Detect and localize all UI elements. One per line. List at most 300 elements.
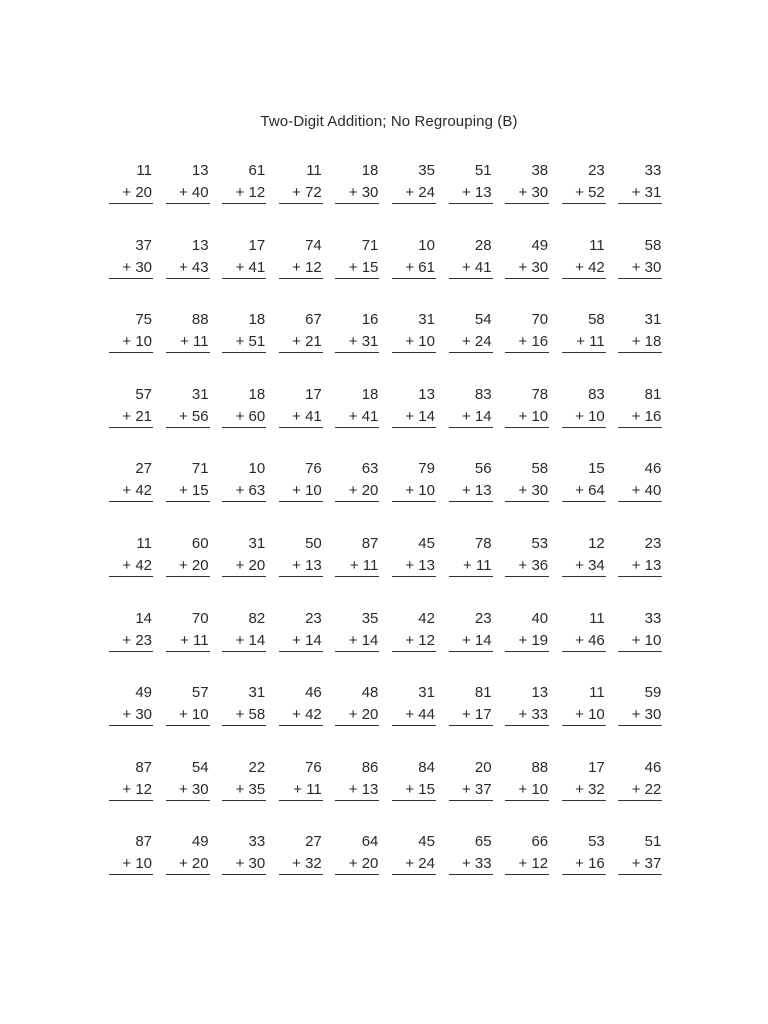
addition-problem <box>222 384 266 459</box>
plus-sign: + <box>461 184 471 201</box>
plus-sign: + <box>405 333 415 351</box>
addend-value: 30 <box>248 855 266 873</box>
addition-problem <box>279 533 323 608</box>
plus-sign: + <box>463 556 472 574</box>
addend-top: 17 <box>305 385 322 403</box>
plus-sign: + <box>518 855 528 873</box>
addition-problem <box>109 160 153 235</box>
plus-sign: + <box>405 184 415 201</box>
addend-top: 83 <box>474 385 492 403</box>
addend-value: 12 <box>305 258 322 276</box>
addition-problem <box>335 757 379 832</box>
addend-bottom <box>335 630 379 652</box>
addend-top: 78 <box>474 534 492 552</box>
addition-problem <box>618 682 662 757</box>
addend-bottom <box>109 853 153 875</box>
addend-value: 11 <box>193 631 209 649</box>
plus-sign: + <box>235 855 245 873</box>
addend-bottom <box>392 630 436 652</box>
addend-bottom <box>562 331 606 353</box>
plus-sign: + <box>348 780 358 798</box>
addition-problem <box>562 533 606 608</box>
addend-bottom <box>335 480 379 502</box>
addition-problem <box>222 235 266 310</box>
addend-bottom <box>449 257 493 279</box>
addend-bottom <box>166 480 210 502</box>
addend-top: 49 <box>531 236 549 254</box>
addend-value: 51 <box>248 333 266 351</box>
addend-top: 11 <box>589 609 605 627</box>
addend-bottom <box>618 257 662 279</box>
addition-problem <box>618 160 662 235</box>
addend-bottom <box>562 630 606 652</box>
addend-top: 58 <box>644 236 662 254</box>
addend-top: 18 <box>248 385 266 403</box>
plus-sign: + <box>631 333 641 351</box>
addend-bottom <box>166 704 210 726</box>
addend-top: 15 <box>588 460 605 478</box>
plus-sign: + <box>575 706 584 724</box>
addition-problem <box>109 608 153 683</box>
addend-bottom <box>562 406 606 428</box>
addition-problem <box>562 309 606 384</box>
addend-top: 27 <box>305 833 322 851</box>
addition-problem <box>618 384 662 459</box>
addend-value: 11 <box>193 333 209 351</box>
plus-sign: + <box>178 780 188 798</box>
addend-bottom <box>505 853 549 875</box>
addition-problem <box>449 384 493 459</box>
addend-top: 13 <box>418 385 435 403</box>
addition-problem <box>335 384 379 459</box>
addend-bottom <box>618 630 662 652</box>
addend-bottom <box>618 853 662 875</box>
addition-problem <box>392 831 436 906</box>
addend-top: 13 <box>531 684 549 702</box>
addend-bottom <box>505 182 549 204</box>
addition-problem <box>618 458 662 533</box>
addend-top: 56 <box>474 460 492 478</box>
addend-value: 13 <box>418 556 435 574</box>
addend-bottom <box>449 704 493 726</box>
addend-top: 87 <box>361 534 379 552</box>
addend-bottom <box>279 853 323 875</box>
addition-problem <box>562 458 606 533</box>
addend-value: 24 <box>418 184 435 201</box>
addend-value: 41 <box>248 258 266 276</box>
addend-top: 78 <box>531 385 549 403</box>
plus-sign: + <box>575 631 584 649</box>
addend-top: 23 <box>474 609 492 627</box>
addend-value: 61 <box>418 258 435 276</box>
addend-bottom <box>222 480 266 502</box>
plus-sign: + <box>235 556 245 574</box>
addend-value: 14 <box>474 631 492 649</box>
addend-value: 30 <box>531 184 549 201</box>
addend-top: 70 <box>531 311 549 329</box>
addition-problem <box>335 682 379 757</box>
plus-sign: + <box>235 482 245 500</box>
plus-sign: + <box>631 482 641 500</box>
plus-sign: + <box>122 258 132 276</box>
addend-bottom <box>335 779 379 801</box>
addition-problem <box>562 235 606 310</box>
addend-value: 20 <box>361 855 379 873</box>
addend-value: 14 <box>418 407 435 425</box>
addend-bottom <box>392 331 436 353</box>
addend-bottom <box>279 406 323 428</box>
addend-value: 13 <box>474 184 492 201</box>
addend-value: 21 <box>305 333 322 351</box>
plus-sign: + <box>292 407 301 425</box>
addend-bottom <box>335 853 379 875</box>
addend-top: 58 <box>588 311 605 329</box>
addend-top: 83 <box>588 385 605 403</box>
addend-bottom <box>505 704 549 726</box>
addend-value: 20 <box>135 184 152 201</box>
addend-bottom <box>222 182 266 204</box>
addend-top: 59 <box>644 684 662 702</box>
addition-problem <box>109 757 153 832</box>
addend-bottom <box>109 480 153 502</box>
addend-top: 58 <box>531 460 549 478</box>
addend-value: 56 <box>191 407 209 425</box>
addition-problem <box>392 309 436 384</box>
addition-problem <box>279 682 323 757</box>
addend-value: 22 <box>644 780 662 798</box>
addend-top: 35 <box>361 609 379 627</box>
addend-top: 13 <box>191 162 209 179</box>
plus-sign: + <box>575 556 584 574</box>
addend-top: 64 <box>361 833 379 851</box>
addition-problem <box>618 831 662 906</box>
addend-bottom <box>279 704 323 726</box>
addend-top: 71 <box>191 460 209 478</box>
addend-value: 41 <box>474 258 492 276</box>
addend-value: 15 <box>418 780 435 798</box>
addend-bottom <box>618 331 662 353</box>
addend-top: 23 <box>305 609 322 627</box>
addend-value: 11 <box>362 556 379 574</box>
addend-top: 28 <box>474 236 492 254</box>
addition-problem <box>449 533 493 608</box>
addend-value: 37 <box>644 855 662 873</box>
addend-top: 18 <box>361 385 379 403</box>
plus-sign: + <box>292 184 301 201</box>
addend-value: 14 <box>305 631 322 649</box>
addition-problem <box>618 533 662 608</box>
addend-bottom <box>562 257 606 279</box>
plus-sign: + <box>235 333 245 351</box>
plus-sign: + <box>348 706 358 724</box>
plus-sign: + <box>518 706 528 724</box>
addend-top: 23 <box>644 534 662 552</box>
addend-value: 60 <box>248 407 266 425</box>
addend-top: 22 <box>248 758 266 776</box>
page-title: Two-Digit Addition; No Regrouping (B) <box>260 113 518 130</box>
addend-top: 42 <box>418 609 435 627</box>
addition-problem <box>505 608 549 683</box>
plus-sign: + <box>178 258 188 276</box>
addition-problem <box>222 682 266 757</box>
plus-sign: + <box>631 407 641 425</box>
addend-top: 66 <box>531 833 549 851</box>
addend-top: 53 <box>588 833 605 851</box>
plus-sign: + <box>348 855 358 873</box>
addend-top: 11 <box>589 236 605 254</box>
addition-problem <box>449 757 493 832</box>
plus-sign: + <box>348 631 358 649</box>
plus-sign: + <box>405 556 415 574</box>
plus-sign: + <box>349 556 359 574</box>
addition-problem <box>335 608 379 683</box>
addend-bottom <box>335 406 379 428</box>
plus-sign: + <box>631 631 641 649</box>
plus-sign: + <box>122 855 132 873</box>
addend-bottom <box>449 480 493 502</box>
addend-value: 20 <box>191 556 209 574</box>
addition-problem <box>505 757 549 832</box>
addition-problem <box>166 682 210 757</box>
plus-sign: + <box>576 333 585 351</box>
plus-sign: + <box>575 184 584 201</box>
addition-problem <box>618 608 662 683</box>
addition-problem <box>279 384 323 459</box>
addition-problem <box>392 458 436 533</box>
addend-value: 16 <box>588 855 605 873</box>
plus-sign: + <box>575 407 584 425</box>
addend-value: 10 <box>588 407 605 425</box>
addend-top: 13 <box>191 236 209 254</box>
addition-problem <box>166 831 210 906</box>
addend-top: 27 <box>135 460 152 478</box>
addition-problem <box>222 608 266 683</box>
addend-bottom <box>166 406 210 428</box>
addend-bottom <box>618 555 662 577</box>
addend-top: 84 <box>418 758 435 776</box>
plus-sign: + <box>348 407 358 425</box>
plus-sign: + <box>518 407 528 425</box>
addend-top: 20 <box>474 758 492 776</box>
addend-value: 12 <box>531 855 549 873</box>
addition-problem <box>449 608 493 683</box>
plus-sign: + <box>631 780 641 798</box>
addition-problem <box>392 757 436 832</box>
addend-top: 31 <box>248 684 266 702</box>
addend-value: 37 <box>474 780 492 798</box>
addend-bottom <box>279 182 323 204</box>
plus-sign: + <box>405 482 415 500</box>
addend-top: 11 <box>136 162 152 179</box>
addend-value: 30 <box>531 482 549 500</box>
addition-problem <box>449 682 493 757</box>
addend-top: 45 <box>418 534 435 552</box>
addend-bottom <box>166 630 210 652</box>
plus-sign: + <box>178 556 188 574</box>
addition-problem <box>562 608 606 683</box>
addition-problem <box>109 533 153 608</box>
addend-bottom <box>618 480 662 502</box>
addend-top: 35 <box>418 162 435 179</box>
addition-problem <box>109 831 153 906</box>
addition-problem <box>335 160 379 235</box>
addend-top: 11 <box>136 534 152 552</box>
plus-sign: + <box>575 780 584 798</box>
addend-bottom <box>392 182 436 204</box>
plus-sign: + <box>180 333 189 351</box>
addend-value: 31 <box>361 333 379 351</box>
addend-value: 10 <box>531 407 549 425</box>
plus-sign: + <box>631 556 641 574</box>
addend-bottom <box>222 853 266 875</box>
addend-bottom <box>109 406 153 428</box>
addition-problem <box>166 458 210 533</box>
addend-value: 58 <box>248 706 266 724</box>
plus-sign: + <box>235 631 245 649</box>
addend-value: 10 <box>418 333 435 351</box>
addition-problem <box>109 235 153 310</box>
addend-top: 65 <box>474 833 492 851</box>
addend-top: 10 <box>248 460 266 478</box>
addend-top: 40 <box>531 609 549 627</box>
addend-bottom <box>109 555 153 577</box>
addend-bottom <box>392 480 436 502</box>
addition-problem <box>109 682 153 757</box>
addition-problem <box>279 458 323 533</box>
addend-bottom <box>505 630 549 652</box>
addend-top: 61 <box>248 162 266 179</box>
addend-value: 12 <box>418 631 435 649</box>
plus-sign: + <box>235 258 245 276</box>
addition-problem <box>166 384 210 459</box>
plus-sign: + <box>461 407 471 425</box>
addend-top: 10 <box>418 236 435 254</box>
addend-bottom <box>222 630 266 652</box>
addend-value: 40 <box>191 184 209 201</box>
addition-problem <box>166 235 210 310</box>
plus-sign: + <box>461 258 471 276</box>
addend-value: 10 <box>531 780 549 798</box>
addend-value: 42 <box>135 556 152 574</box>
addition-problem <box>392 235 436 310</box>
addend-bottom <box>279 331 323 353</box>
plus-sign: + <box>518 258 528 276</box>
addend-value: 46 <box>588 631 605 649</box>
addition-problem <box>505 235 549 310</box>
addition-problem <box>505 160 549 235</box>
addend-value: 17 <box>474 706 492 724</box>
addend-bottom <box>392 704 436 726</box>
addition-problem <box>392 160 436 235</box>
addend-top: 57 <box>135 385 152 403</box>
addend-top: 54 <box>191 758 209 776</box>
addition-problem <box>618 757 662 832</box>
addend-value: 12 <box>248 184 266 201</box>
addend-top: 31 <box>644 311 662 329</box>
addend-top: 81 <box>644 385 662 403</box>
addend-top: 18 <box>248 311 266 329</box>
plus-sign: + <box>235 780 245 798</box>
plus-sign: + <box>180 631 189 649</box>
addend-bottom <box>222 331 266 353</box>
addend-bottom <box>505 779 549 801</box>
plus-sign: + <box>292 855 301 873</box>
addition-problem <box>166 160 210 235</box>
addition-problem <box>109 458 153 533</box>
plus-sign: + <box>461 482 471 500</box>
addend-bottom <box>222 704 266 726</box>
addend-value: 12 <box>135 780 152 798</box>
addend-bottom <box>449 555 493 577</box>
plus-sign: + <box>178 855 188 873</box>
problem-grid <box>109 160 669 906</box>
plus-sign: + <box>292 556 301 574</box>
addend-bottom <box>335 704 379 726</box>
addend-top: 17 <box>248 236 266 254</box>
addend-value: 10 <box>135 855 152 873</box>
addend-top: 48 <box>361 684 379 702</box>
addition-problem <box>505 309 549 384</box>
addend-value: 18 <box>644 333 662 351</box>
addition-problem <box>505 682 549 757</box>
plus-sign: + <box>122 184 132 201</box>
plus-sign: + <box>122 407 132 425</box>
plus-sign: + <box>631 855 641 873</box>
addend-top: 33 <box>248 833 266 851</box>
addend-value: 44 <box>418 706 435 724</box>
addend-top: 76 <box>305 460 322 478</box>
addition-problem <box>222 831 266 906</box>
addend-top: 49 <box>191 833 209 851</box>
addend-top: 11 <box>589 684 605 702</box>
addend-bottom <box>618 704 662 726</box>
addend-bottom <box>392 257 436 279</box>
addend-value: 42 <box>305 706 322 724</box>
addend-value: 15 <box>191 482 209 500</box>
addend-value: 14 <box>248 631 266 649</box>
plus-sign: + <box>518 184 528 201</box>
addend-top: 31 <box>418 684 435 702</box>
addend-value: 11 <box>306 780 322 798</box>
plus-sign: + <box>293 780 303 798</box>
addend-top: 67 <box>305 311 322 329</box>
plus-sign: + <box>631 706 641 724</box>
addition-problem <box>222 309 266 384</box>
addend-top: 53 <box>531 534 549 552</box>
plus-sign: + <box>292 482 301 500</box>
addend-bottom <box>618 779 662 801</box>
addend-bottom <box>505 555 549 577</box>
addend-top: 71 <box>361 236 379 254</box>
plus-sign: + <box>575 258 584 276</box>
plus-sign: + <box>405 407 415 425</box>
addend-bottom <box>392 406 436 428</box>
addition-problem <box>618 235 662 310</box>
plus-sign: + <box>518 333 528 351</box>
addend-bottom <box>109 182 153 204</box>
plus-sign: + <box>122 780 132 798</box>
addend-value: 23 <box>135 631 152 649</box>
addend-bottom <box>335 257 379 279</box>
addend-top: 63 <box>361 460 379 478</box>
addend-top: 31 <box>248 534 266 552</box>
addend-top: 23 <box>588 162 605 179</box>
addend-top: 87 <box>135 833 152 851</box>
addend-top: 81 <box>474 684 492 702</box>
addend-top: 12 <box>588 534 605 552</box>
addend-value: 33 <box>474 855 492 873</box>
addend-top: 33 <box>644 609 662 627</box>
